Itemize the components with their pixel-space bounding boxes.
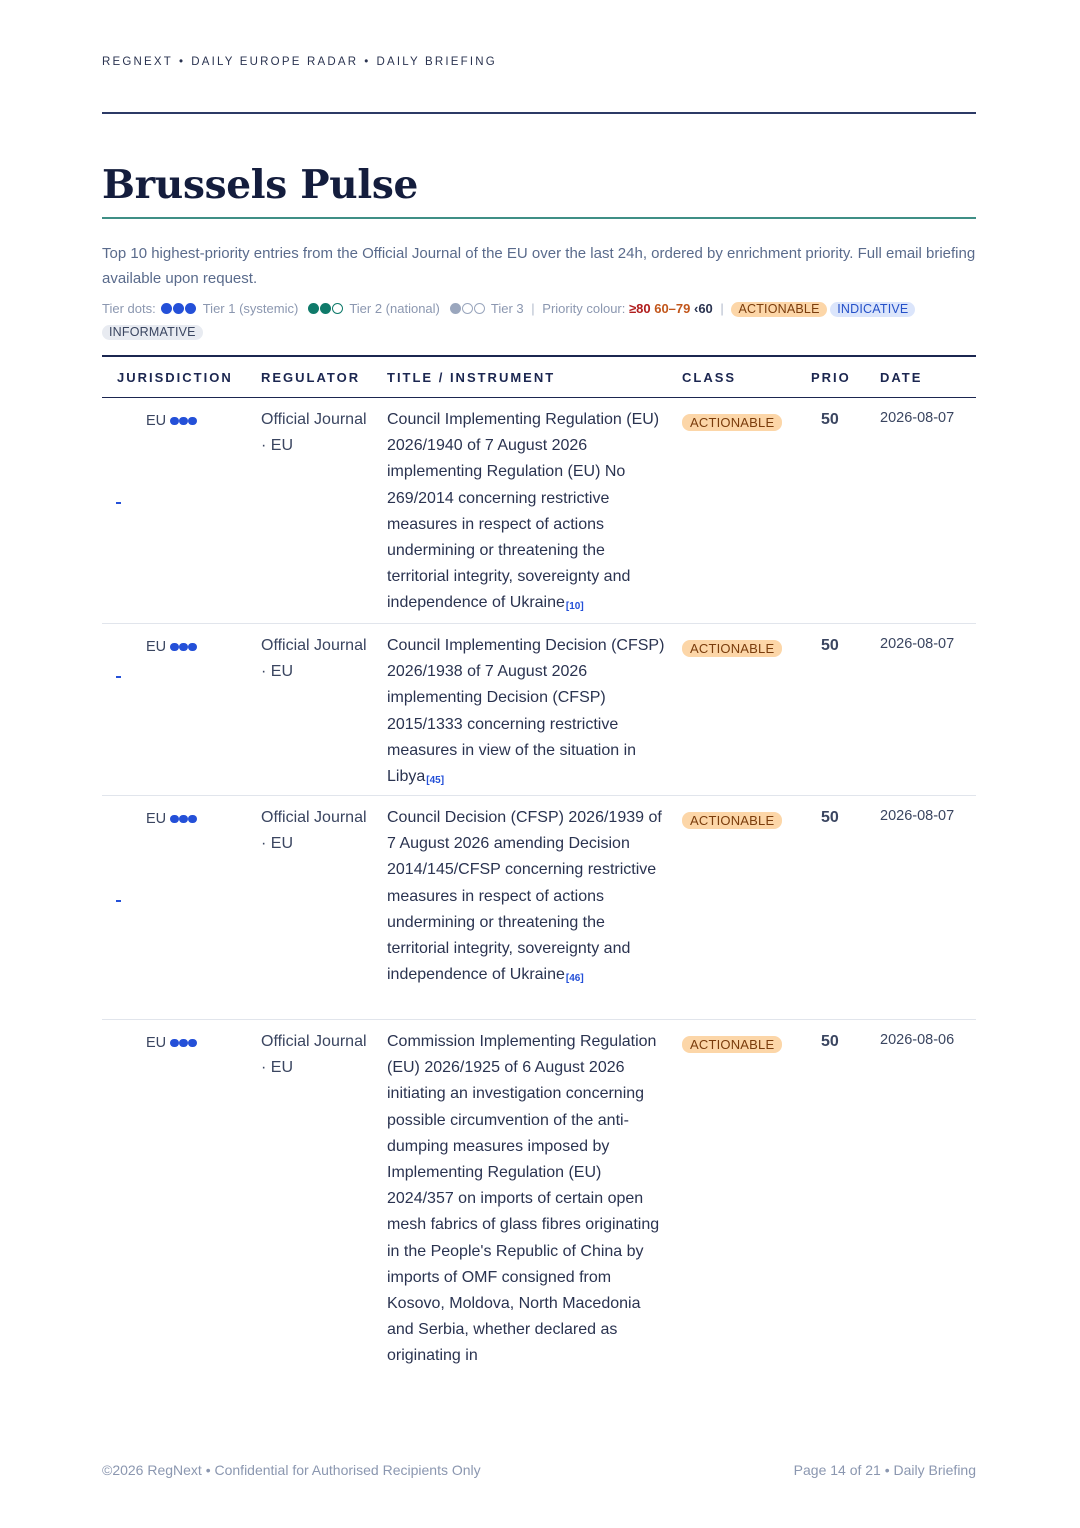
table-row[interactable] — [102, 398, 976, 624]
doc-label: DAILY BRIEFING — [376, 56, 497, 68]
reference-link[interactable]: [10] — [565, 601, 584, 613]
tier2-dots-icon — [308, 299, 344, 321]
table-row[interactable] — [102, 1020, 976, 1400]
class-badge-indicative: INDICATIVE — [830, 302, 915, 317]
class-badge: ACTIONABLE — [682, 414, 782, 431]
title-cell[interactable] — [387, 407, 665, 621]
date-cell: 2026-08-06 — [880, 1032, 955, 1048]
priority-high: ≥80 — [628, 301, 651, 316]
jurisdiction-label: EU — [146, 1035, 167, 1051]
tier1-dots-icon — [170, 811, 197, 827]
row-marker-icon — [116, 676, 121, 678]
col-header-class: CLASS — [682, 370, 737, 385]
separator: • — [364, 56, 371, 68]
class-badge-informative: INFORMATIVE — [102, 325, 203, 340]
brand-label: REGNEXT — [102, 56, 173, 68]
jurisdiction-cell — [146, 1030, 197, 1056]
tier3-dots-icon — [450, 299, 486, 321]
tier1-dots-icon — [170, 639, 197, 655]
legend-tier2: Tier 2 (national) — [349, 301, 440, 316]
running-head — [102, 56, 497, 68]
header-divider — [102, 112, 976, 114]
footer-page-number: Page 14 of 21 • Daily Briefing — [793, 1462, 976, 1478]
jurisdiction-cell — [146, 408, 197, 434]
priority-mid: 60–79 — [654, 301, 691, 316]
title-cell[interactable] — [387, 805, 665, 992]
legend-tier-label: Tier dots: — [102, 301, 156, 316]
jurisdiction-cell — [146, 634, 197, 660]
regulator-cell: Official Journal · EU — [261, 1033, 367, 1077]
title-cell[interactable] — [387, 633, 665, 794]
intro-text: Top 10 highest-priority entries from the Official Journal of the EU over the last 24h, ordered by enrichment priority. Full email briefing available upon request. — [102, 245, 976, 287]
legend-divider: | — [720, 301, 724, 316]
regulator-cell: Official Journal · EU — [261, 637, 367, 681]
reference-link[interactable]: [45] — [426, 775, 445, 787]
title-text[interactable]: Council Decision (CFSP) 2026/1939 of 7 August 2026 amending Decision 2014/145/CFSP concerning restrictive measures in respect of actions undermining or threatening the territorial integrity, sovereignty and independence of Ukraine — [387, 809, 662, 984]
date-cell: 2026-08-07 — [880, 808, 955, 824]
jurisdiction-label: EU — [146, 811, 167, 827]
date-cell: 2026-08-07 — [880, 636, 955, 652]
col-header-prio: PRIO — [811, 370, 851, 385]
class-cell — [682, 410, 782, 436]
date-cell: 2026-08-07 — [880, 410, 955, 426]
row-marker-icon — [116, 900, 121, 902]
class-cell — [682, 1032, 782, 1058]
page — [102, 0, 976, 1528]
col-header-jurisdiction: JURISDICTION — [117, 370, 233, 385]
class-badge: ACTIONABLE — [682, 1036, 782, 1053]
title-text[interactable]: Council Implementing Regulation (EU) 2026/1940 of 7 August 2026 implementing Regulation (EU) No 269/2014 concerning restrictive measures in respect of actions undermining or threatening the territorial integrity, sovereignty and independence of Ukraine — [387, 411, 660, 612]
title-divider — [102, 217, 976, 219]
prio-cell: 50 — [821, 809, 839, 826]
title-text[interactable]: Commission Implementing Regulation (EU) 2026/1925 of 6 August 2026 initiating an investigation concerning possible circumvention of the anti-dumping measures imposed by Implementing Regulation (EU) 2024/357 on imports of certain open mesh fabrics of glass fibres originating in the People's Republic of China by imports of OMF consigned from Kosovo, Moldova, North Macedonia and Serbia, whether declared as originating in — [387, 1033, 660, 1365]
tier1-dots-icon — [170, 413, 197, 429]
title-cell[interactable] — [387, 1029, 665, 1370]
section-label: DAILY EUROPE RADAR — [191, 56, 359, 68]
prio-cell: 50 — [821, 637, 839, 654]
class-badge: ACTIONABLE — [682, 640, 782, 657]
class-badge-actionable: ACTIONABLE — [731, 302, 826, 317]
jurisdiction-label: EU — [146, 413, 167, 429]
col-header-date: DATE — [880, 370, 923, 385]
priority-low: ‹60 — [694, 301, 713, 316]
page-title: Brussels Pulse — [102, 162, 419, 208]
class-cell — [682, 808, 782, 834]
legend-tier3: Tier 3 — [490, 301, 524, 316]
table-top-rule — [102, 355, 976, 357]
table-row[interactable] — [102, 624, 976, 796]
legend-divider: | — [531, 301, 535, 316]
legend-tier1: Tier 1 (systemic) — [202, 301, 299, 316]
col-header-regulator: REGULATOR — [261, 370, 361, 385]
footer-copyright: ©2026 RegNext • Confidential for Authorised Recipients Only — [102, 1462, 481, 1478]
table-row[interactable] — [102, 796, 976, 1020]
legend — [102, 298, 976, 343]
separator: • — [179, 56, 186, 68]
col-header-title: TITLE / INSTRUMENT — [387, 370, 556, 385]
jurisdiction-cell — [146, 806, 197, 832]
title-text[interactable]: Council Implementing Decision (CFSP) 2026/1938 of 7 August 2026 implementing Decision (CFSP) 2015/1333 concerning restrictive measures in view of the situation in Libya — [387, 637, 665, 786]
class-cell — [682, 636, 782, 662]
row-marker-icon — [116, 502, 121, 504]
legend-priority-label: Priority colour: — [542, 301, 626, 316]
class-badge: ACTIONABLE — [682, 812, 782, 829]
jurisdiction-label: EU — [146, 639, 167, 655]
prio-cell: 50 — [821, 1033, 839, 1050]
regulator-cell: Official Journal · EU — [261, 809, 367, 853]
prio-cell: 50 — [821, 411, 839, 428]
regulator-cell: Official Journal · EU — [261, 411, 367, 455]
tier1-dots-icon — [161, 299, 197, 321]
reference-link[interactable]: [46] — [565, 973, 584, 985]
tier1-dots-icon — [170, 1035, 197, 1051]
